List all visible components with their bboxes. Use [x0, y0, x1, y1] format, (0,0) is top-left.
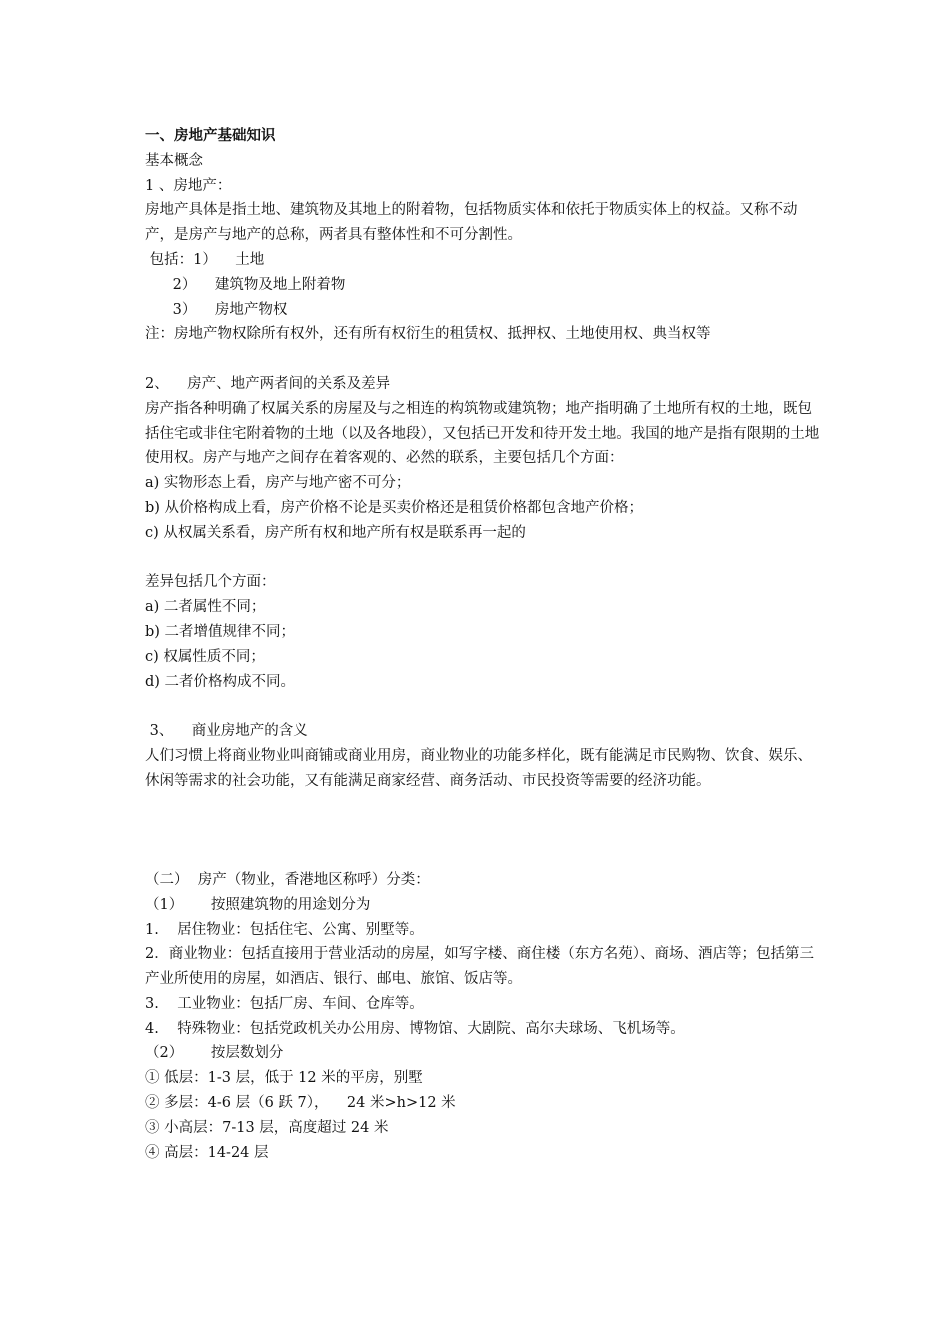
subheading: （2） 按层数划分: [145, 1045, 284, 1062]
list-item: 包括：1） 土地: [145, 251, 265, 268]
list-item: 3. 工业物业：包括厂房、车间、仓库等。: [145, 995, 424, 1012]
list-item: c) 权属性质不同；: [145, 648, 265, 665]
list-item: ④ 高层：14-24 层: [145, 1144, 269, 1161]
list-item: ② 多层：4-6 层（6 跃 7）， 24 米>h>12 米: [145, 1095, 456, 1112]
item-heading: 1 、房地产：: [145, 177, 232, 194]
list-item: ③ 小高层：7-13 层，高度超过 24 米: [145, 1119, 389, 1136]
blank-line: [145, 347, 825, 372]
section-heading: （二） 房产（物业，香港地区称呼）分类：: [145, 871, 430, 888]
subheading: 差异包括几个方面：: [145, 574, 276, 591]
paragraph: 人们习惯上将商业物业叫商铺或商业用房，商业物业的功能多样化，既有能满足市民购物、饮食、娱乐、休闲等需求的社会功能，又有能满足商家经营、商务活动、市民投资等需要的经济功能。: [145, 747, 812, 789]
list-item: c) 从权属关系看，房产所有权和地产所有权是联系再一起的: [145, 524, 526, 541]
list-item: 1. 居住物业：包括住宅、公寓、别墅等。: [145, 921, 424, 938]
list-item: b) 从价格构成上看，房产价格不论是买卖价格还是租赁价格都包含地产价格；: [145, 499, 644, 516]
subheading: 基本概念: [145, 152, 203, 169]
item-heading: 3、 商业房地产的含义: [145, 723, 308, 740]
list-item: a) 二者属性不同；: [145, 599, 266, 616]
list-item: 4. 特殊物业：包括党政机关办公用房、博物馆、大剧院、高尔夫球场、飞机场等。: [145, 1020, 685, 1037]
blank-line: [145, 546, 825, 571]
blank-line: [145, 843, 825, 868]
blank-line: [145, 818, 825, 843]
blank-line: [145, 794, 825, 819]
paragraph: 房地产具体是指土地、建筑物及其地上的附着物，包括物质实体和依托于物质实体上的权益。又称不动产，是房产与地产的总称，两者具有整体性和不可分割性。: [145, 202, 798, 244]
list-item: b) 二者增值规律不同；: [145, 623, 296, 640]
blank-line: [145, 694, 825, 719]
section-heading: 一、房地产基础知识: [145, 127, 276, 144]
paragraph: 房产指各种明确了权属关系的房屋及与之相连的构筑物或建筑物；地产指明确了土地所有权的土地，既包括住宅或非住宅附着物的土地（以及各地段），又包括已开发和待开发土地。我国的地产是指有限期的土地使用权。房产与地产之间存在着客观的、必然的联系，主要包括几个方面：: [145, 400, 820, 467]
list-item: a) 实物形态上看，房产与地产密不可分；: [145, 475, 411, 492]
document-body: [145, 124, 825, 1165]
item-heading: 2、 房产、地产两者间的关系及差异: [145, 375, 391, 392]
list-item: ① 低层：1-3 层，低于 12 米的平房，别墅: [145, 1070, 423, 1087]
list-item: d) 二者价格构成不同。: [145, 673, 296, 690]
list-item: 3） 房地产物权: [145, 301, 288, 318]
subheading: （1） 按照建筑物的用途划分为: [145, 896, 371, 913]
list-item: 2．商业物业：包括直接用于营业活动的房屋，如写字楼、商住楼（东方名苑）、商场、酒店等；包括第三产业所使用的房屋，如酒店、银行、邮电、旅馆、饭店等。: [145, 946, 814, 988]
note: 注：房地产物权除所有权外，还有所有权衍生的租赁权、抵押权、土地使用权、典当权等: [145, 326, 711, 343]
list-item: 2） 建筑物及地上附着物: [145, 276, 346, 293]
